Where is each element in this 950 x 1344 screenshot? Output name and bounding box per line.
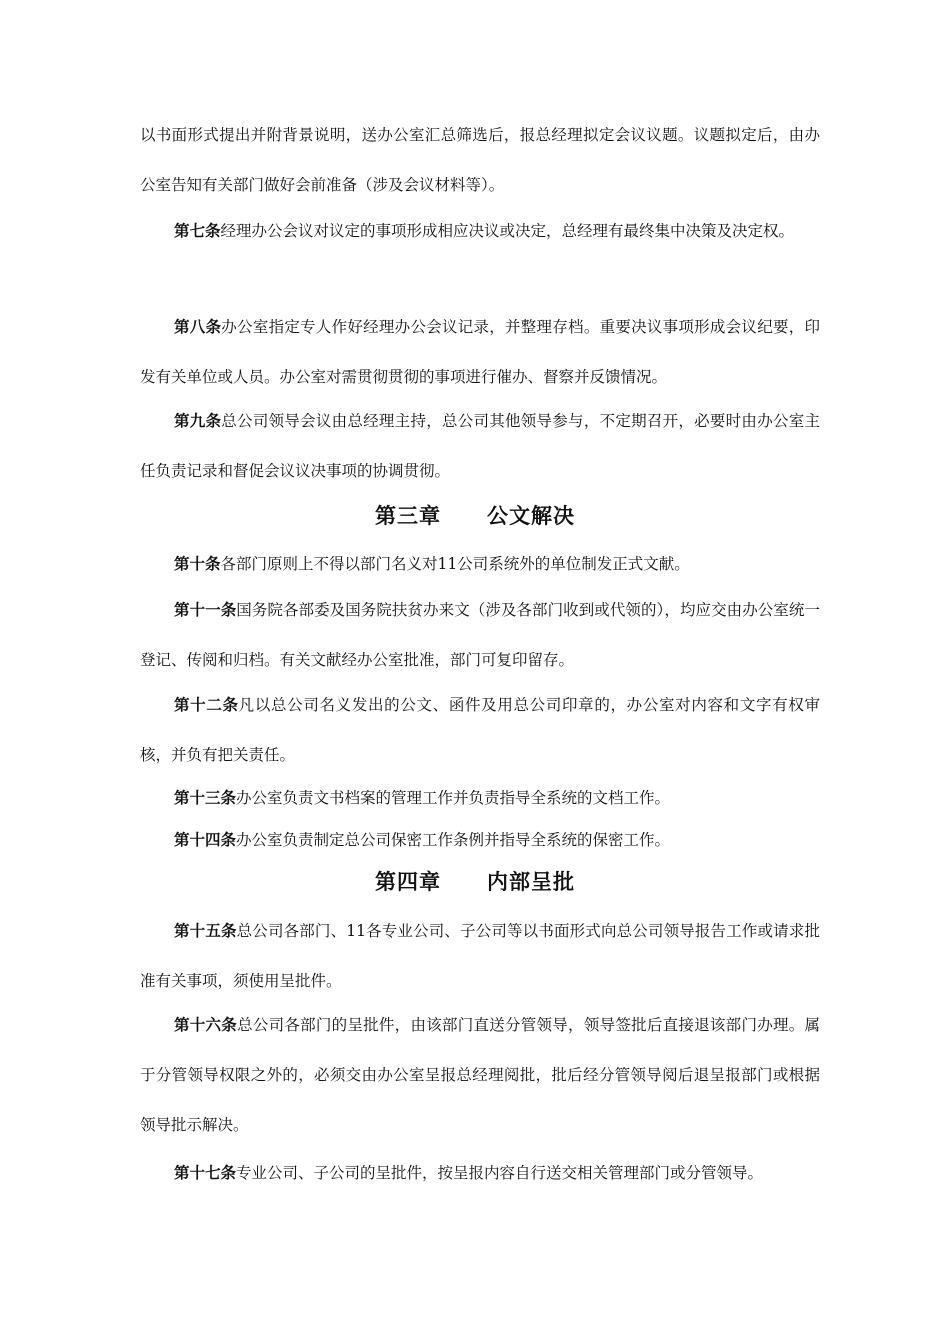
article-8 — [140, 302, 820, 402]
article-9 — [140, 396, 820, 496]
article-label: 第七条 — [174, 221, 221, 240]
article-7 — [140, 206, 820, 256]
article-label: 第九条 — [174, 411, 222, 430]
article-text: 专业公司、子公司的呈批件，按呈报内容自行送交相关管理部门或分管领导。 — [236, 1164, 764, 1182]
article-label: 第十三条 — [174, 788, 237, 807]
article-label: 第十一条 — [174, 600, 237, 619]
article-text: 国务院各部委及国务院扶贫办来文（涉及各部门收到或代领的），均应交由办公室统一登记、传阅和归档。有关文献经办公室批准，部门可复印留存。 — [140, 601, 820, 669]
chapter-number: 第四章 — [375, 869, 441, 894]
paragraph-text: 以书面形式提出并附背景说明，送办公室汇总筛选后，报总经理拟定会议议题。议题拟定后，由办公室告知有关部门做好会前准备（涉及会议材料等）。 — [140, 126, 820, 194]
article-label: 第八条 — [174, 317, 222, 336]
chapter-number: 第三章 — [375, 503, 441, 528]
article-text: 各部门原则上不得以部门名义对11公司系统外的单位制发正式文献。 — [220, 555, 690, 573]
article-text: 总公司各部门的呈批件，由该部门直送分管领导，领导签批后直接退该部门办理。属于分管领导权限之外的，必须交由办公室呈报总经理阅批，批后经分管领导阅后退呈报部门或根据领导批示解决。 — [140, 1016, 820, 1134]
article-label: 第十四条 — [174, 830, 237, 849]
article-label: 第十五条 — [174, 921, 237, 940]
article-label: 第十六条 — [174, 1015, 238, 1034]
article-11 — [140, 585, 820, 685]
article-text: 总公司领导会议由总经理主持，总公司其他领导参与，不定期召开，必要时由办公室主任负责记录和督促会议议决事项的协调贯彻。 — [140, 412, 820, 480]
article-10 — [140, 539, 820, 589]
article-15 — [140, 906, 820, 1006]
article-text: 办公室负责制定总公司保密工作条例并指导全系统的保密工作。 — [236, 831, 671, 849]
article-label: 第十条 — [174, 554, 221, 573]
chapter-4-heading — [0, 862, 950, 902]
article-17 — [140, 1148, 820, 1198]
article-16 — [140, 1000, 820, 1150]
article-12 — [140, 680, 820, 780]
article-text: 总公司各部门、11各专业公司、子公司等以书面形式向总公司领导报告工作或请求批准有关事项，须使用呈批件。 — [140, 922, 820, 990]
chapter-title: 内部呈批 — [487, 869, 575, 894]
paragraph-continuation — [140, 110, 820, 210]
article-text: 办公室负责文书档案的管理工作并负责指导全系统的文档工作。 — [236, 789, 671, 807]
article-text: 凡以总公司名义发出的公文、函件及用总公司印章的，办公室对内容和文字有权审核，并负有把关责任。 — [140, 696, 820, 764]
article-label: 第十二条 — [174, 695, 239, 714]
article-text: 经理办公会议对议定的事项形成相应决议或决定，总经理有最终集中决策及决定权。 — [220, 222, 795, 240]
chapter-title: 公文解决 — [487, 503, 575, 528]
article-label: 第十七条 — [174, 1163, 237, 1182]
article-14 — [140, 815, 820, 865]
chapter-3-heading — [0, 496, 950, 536]
article-text: 办公室指定专人作好经理办公会议记录，并整理存档。重要决议事项形成会议纪要，印发有关单位或人员。办公室对需贯彻贯彻的事项进行催办、督察并反馈情况。 — [140, 318, 820, 386]
